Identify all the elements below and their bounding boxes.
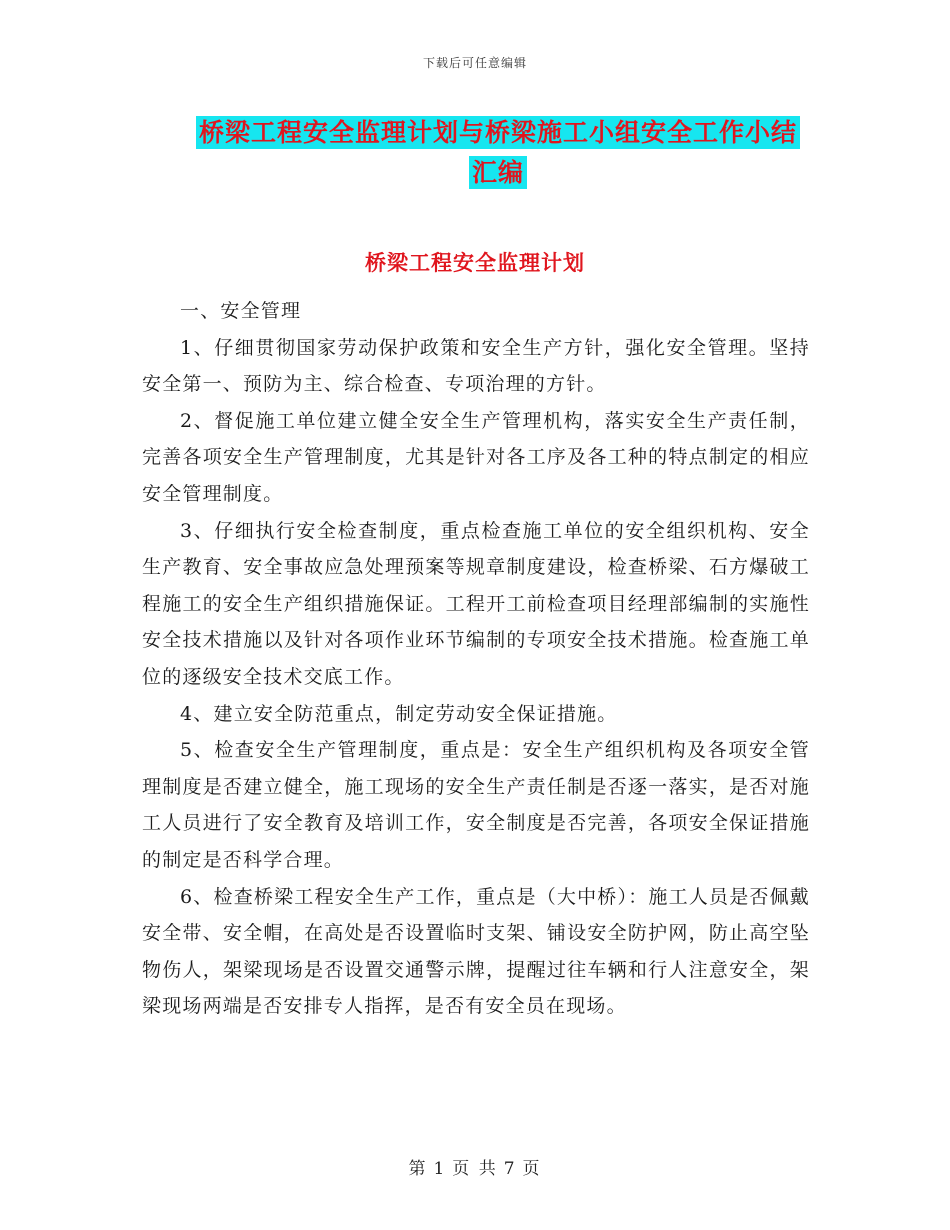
document-title-text: 桥梁工程安全监理计划与桥梁施工小组安全工作小结汇编 <box>196 116 800 189</box>
paragraph: 6、检查桥梁工程安全生产工作，重点是（大中桥）：施工人员是否佩戴安全带、安全帽，在高处是否设置临时支架、铺设安全防护网，防止高空坠物伤人，架梁现场是否设置交通警示牌，提醒过往车辆和行人注意安全，架梁现场两端是否安排专人指挥，是否有安全员在现场。 <box>142 885 810 1018</box>
footer-prefix: 第 <box>408 1159 428 1179</box>
paragraph: 2、督促施工单位建立健全安全生产管理机构，落实安全生产责任制，完善各项安全生产管理制度，尤其是针对各工序及各工种的特点制定的相应安全管理制度。 <box>142 409 810 505</box>
paragraph: 1、仔细贯彻国家劳动保护政策和安全生产方针，强化安全管理。坚持安全第一、预防为主、综合检查、专项治理的方针。 <box>142 336 810 396</box>
footer-middle: 页 共 <box>452 1159 498 1179</box>
paragraph-heading: 一、安全管理 <box>180 300 302 322</box>
paragraph: 4、建立安全防范重点，制定劳动安全保证措施。 <box>180 702 618 725</box>
footer-suffix: 页 <box>522 1159 542 1179</box>
document-body <box>142 293 810 1025</box>
paragraph: 3、仔细执行安全检查制度，重点检查施工单位的安全组织机构、安全生产教育、安全事故应急处理预案等规章制度建设，检查桥梁、石方爆破工程施工的安全生产组织措施保证。工程开工前检查项目经理部编制的实施性安全技术措施以及针对各项作业环节编制的专项安全技术措施。检查施工单位的逐级安全技术交底工作。 <box>142 519 810 688</box>
page-footer <box>0 1154 950 1179</box>
header-note: 下载后可任意编辑 <box>422 56 527 70</box>
footer-page-number: 1 <box>433 1159 447 1179</box>
section-title: 桥梁工程安全监理计划 <box>365 250 585 275</box>
document-title <box>188 113 808 193</box>
paragraph: 5、检查安全生产管理制度，重点是：安全生产组织机构及各项安全管理制度是否建立健全，施工现场的安全生产责任制是否逐一落实，是否对施工人员进行了安全教育及培训工作，安全制度是否完善，各项安全保证措施的制定是否科学合理。 <box>142 739 810 871</box>
footer-total-pages: 7 <box>503 1159 517 1179</box>
